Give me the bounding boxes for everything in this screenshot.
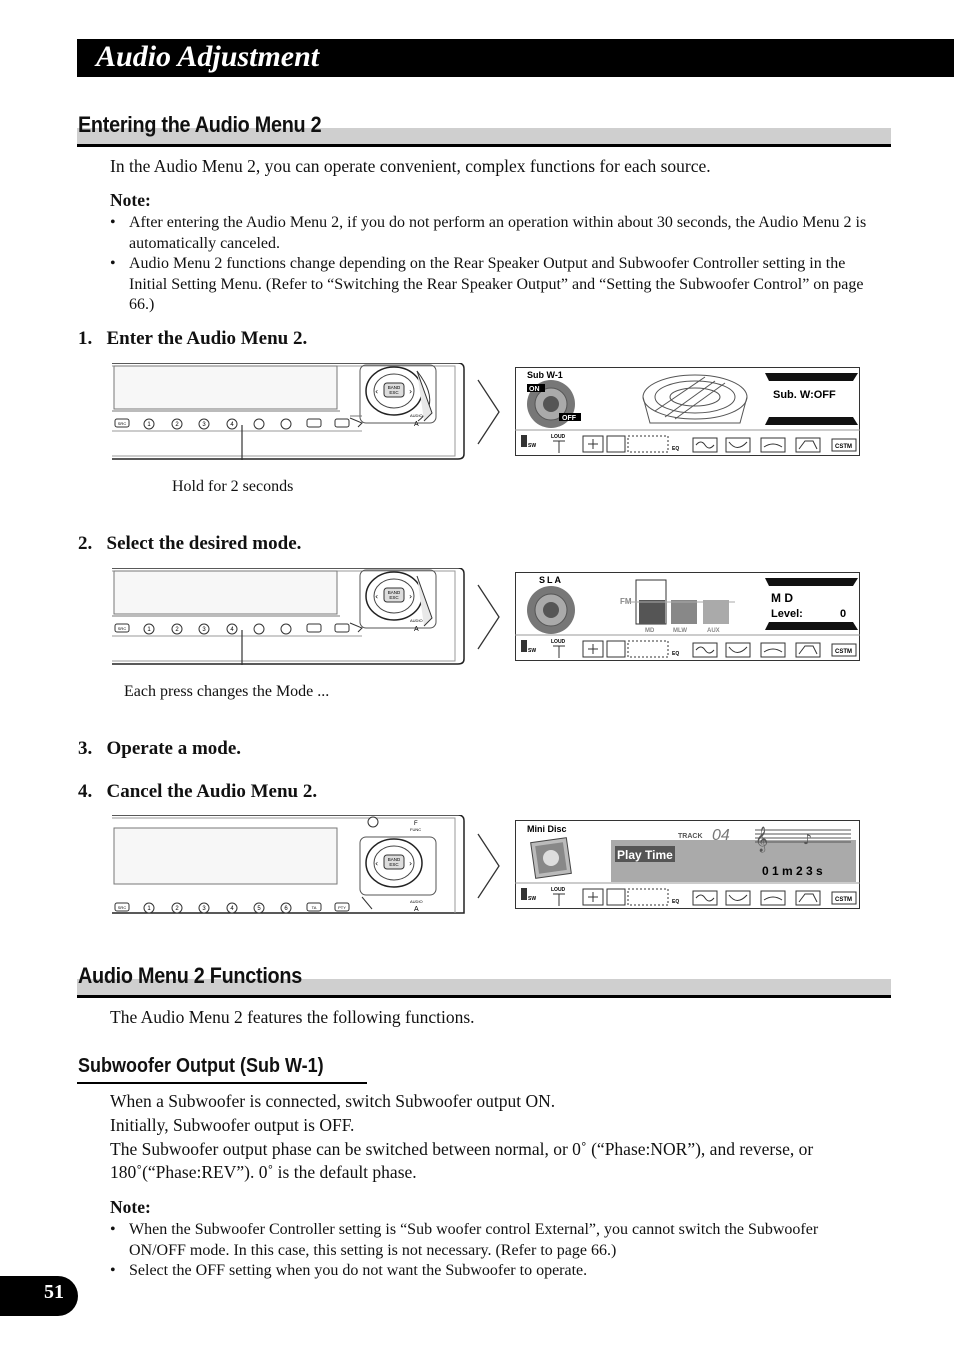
svg-text:SW: SW xyxy=(528,896,537,902)
right-arrow-icon: › xyxy=(409,387,413,396)
svg-text:LOUD: LOUD xyxy=(551,434,566,440)
svg-text:CSTM: CSTM xyxy=(835,897,852,903)
section-rule xyxy=(77,144,891,147)
svg-text:4: 4 xyxy=(230,627,234,633)
left-arrow-icon: ‹ xyxy=(375,592,379,601)
svg-text:04: 04 xyxy=(712,827,730,844)
step-4: 4. Cancel the Audio Menu 2. xyxy=(78,781,318,802)
svg-text:AUDIO: AUDIO xyxy=(410,413,423,418)
svg-text:ESC: ESC xyxy=(389,390,399,395)
arrow-right-icon xyxy=(476,378,502,446)
minidisc-icon xyxy=(531,838,572,879)
svg-text:2: 2 xyxy=(175,627,179,633)
svg-text:0: 0 xyxy=(840,608,847,620)
svg-text:3: 3 xyxy=(202,906,206,912)
preset-buttons xyxy=(115,903,349,913)
preset-buttons xyxy=(115,419,349,429)
svg-text:SW: SW xyxy=(528,443,537,449)
note-item: • Audio Menu 2 functions change depending on the Rear Speaker Output and Subwoofer Controller setting in the Initial Setting Menu. (Refer to “Switching the Rear Speaker Output” and “Setting the Subwoofer Control” on page 66.) xyxy=(110,255,864,313)
svg-text:TRACK: TRACK xyxy=(678,833,703,840)
svg-text:♪: ♪ xyxy=(803,832,812,848)
svg-text:A: A xyxy=(414,421,419,428)
note-item: • When the Subwoofer Controller setting is “Sub woofer control External”, you cannot switch the Subwoofer ON/OFF mode. In this case, this setting is not necessary. (Refer to page 66.) xyxy=(110,1221,819,1259)
svg-text:0 1 m 2 3 s: 0 1 m 2 3 s xyxy=(762,864,823,878)
right-arrow-icon: › xyxy=(409,859,413,868)
eject-icon xyxy=(368,817,378,827)
svg-text:SRC: SRC xyxy=(117,421,127,426)
svg-text:EQ: EQ xyxy=(672,651,680,657)
svg-text:TA: TA xyxy=(311,905,317,910)
svg-text:PTY: PTY xyxy=(338,905,346,910)
svg-text:1: 1 xyxy=(147,627,151,633)
section-heading-entering: Entering the Audio Menu 2 xyxy=(78,112,322,137)
functions-intro: The Audio Menu 2 features the following functions. xyxy=(110,1007,475,1027)
svg-text:Sub W-1: Sub W-1 xyxy=(527,370,563,380)
svg-text:CSTM: CSTM xyxy=(835,649,852,655)
svg-text:FM: FM xyxy=(620,597,632,606)
svg-text:BAND: BAND xyxy=(387,857,401,862)
svg-text:4: 4 xyxy=(230,906,234,912)
svg-text:MLW: MLW xyxy=(673,628,687,634)
svg-text:1: 1 xyxy=(147,906,151,912)
svg-text:SW: SW xyxy=(528,648,537,654)
svg-text:EQ: EQ xyxy=(672,899,680,905)
svg-text:3: 3 xyxy=(202,627,206,633)
note-item: • After entering the Audio Menu 2, if you do not perform an operation within about 30 seconds, the Audio Menu 2 is automatically canceled. xyxy=(110,214,867,252)
note-label: Note: xyxy=(110,1197,151,1217)
left-arrow-icon: ‹ xyxy=(375,387,379,396)
caption-each-press: Each press changes the Mode ... xyxy=(124,683,330,700)
svg-text:LOUD: LOUD xyxy=(551,639,566,645)
svg-text:1: 1 xyxy=(147,422,151,428)
svg-text:SRC: SRC xyxy=(117,905,127,910)
subsection-rule xyxy=(77,1082,367,1084)
svg-text:ON: ON xyxy=(529,386,540,393)
svg-text:M D: M D xyxy=(771,591,793,605)
lcd-display-sub-w xyxy=(515,367,861,457)
unit-display-window xyxy=(114,366,337,409)
subwoofer-line: When a Subwoofer is connected, switch Subwoofer output ON. xyxy=(110,1091,556,1111)
svg-text:AUDIO: AUDIO xyxy=(410,899,423,904)
caption-hold: Hold for 2 seconds xyxy=(172,478,294,495)
subwoofer-line: Initially, Subwoofer output is OFF. xyxy=(110,1115,355,1135)
svg-text:𝄞: 𝄞 xyxy=(755,827,769,852)
svg-text:EQ: EQ xyxy=(672,446,680,452)
right-arrow-icon: › xyxy=(409,592,413,601)
svg-text:A: A xyxy=(414,906,419,913)
step-3: 3. Operate a mode. xyxy=(78,738,242,759)
svg-text:CSTM: CSTM xyxy=(835,444,852,450)
svg-text:A: A xyxy=(414,626,419,633)
svg-text:MD: MD xyxy=(645,628,655,634)
svg-text:Play Time: Play Time xyxy=(617,848,673,862)
left-arrow-icon: ‹ xyxy=(375,859,379,868)
chapter-title: Audio Adjustment xyxy=(96,40,320,73)
svg-text:SRC: SRC xyxy=(117,626,127,631)
lcd-display-sla xyxy=(515,572,861,662)
svg-text:AUX: AUX xyxy=(707,628,720,634)
svg-text:6: 6 xyxy=(284,906,288,912)
svg-text:ESC: ESC xyxy=(389,862,399,867)
svg-text:AUDIO: AUDIO xyxy=(410,618,423,623)
head-unit-illustration xyxy=(112,568,466,665)
section-heading-functions: Audio Menu 2 Functions xyxy=(78,963,302,988)
svg-text:BAND: BAND xyxy=(387,385,401,390)
svg-text:SLA: SLA xyxy=(539,575,563,585)
subsection-heading-subwoofer: Subwoofer Output (Sub W-1) xyxy=(78,1055,324,1077)
page-number: 51 xyxy=(44,1281,64,1303)
svg-text:4: 4 xyxy=(230,422,234,428)
svg-text:2: 2 xyxy=(175,906,179,912)
arrow-right-icon xyxy=(476,832,502,900)
svg-text:2: 2 xyxy=(175,422,179,428)
svg-text:LOUD: LOUD xyxy=(551,887,566,893)
svg-text:Level:: Level: xyxy=(771,608,803,620)
svg-text:5: 5 xyxy=(257,906,261,912)
lcd-display-mini-disc xyxy=(515,820,861,910)
step-1: 1. Enter the Audio Menu 2. xyxy=(78,328,308,349)
subwoofer-line: The Subwoofer output phase can be switched between normal, or 0˚ (“Phase:NOR”), and reverse, or 180˚(“Phase:REV”). 0˚ is the default phase. xyxy=(110,1139,814,1182)
step-2: 2. Select the desired mode. xyxy=(78,533,302,554)
svg-text:Sub. W:OFF: Sub. W:OFF xyxy=(773,389,836,401)
svg-text:3: 3 xyxy=(202,422,206,428)
arrow-right-icon xyxy=(476,583,502,651)
head-unit-illustration xyxy=(112,815,466,915)
note-label: Note: xyxy=(110,190,151,210)
preset-buttons xyxy=(115,624,349,634)
svg-text:FUNC: FUNC xyxy=(410,827,422,832)
svg-text:ESC: ESC xyxy=(389,595,399,600)
intro-paragraph: In the Audio Menu 2, you can operate convenient, complex functions for each source. xyxy=(110,156,711,176)
svg-text:BAND: BAND xyxy=(387,590,401,595)
page-number-tab xyxy=(0,1276,78,1316)
section-rule xyxy=(77,995,891,998)
svg-text:Mini Disc: Mini Disc xyxy=(527,824,567,834)
head-unit-illustration xyxy=(112,363,466,460)
svg-text:OFF: OFF xyxy=(562,415,576,422)
note-item: • Select the OFF setting when you do not want the Subwoofer to operate. xyxy=(110,1262,588,1279)
svg-text:F: F xyxy=(414,821,418,827)
